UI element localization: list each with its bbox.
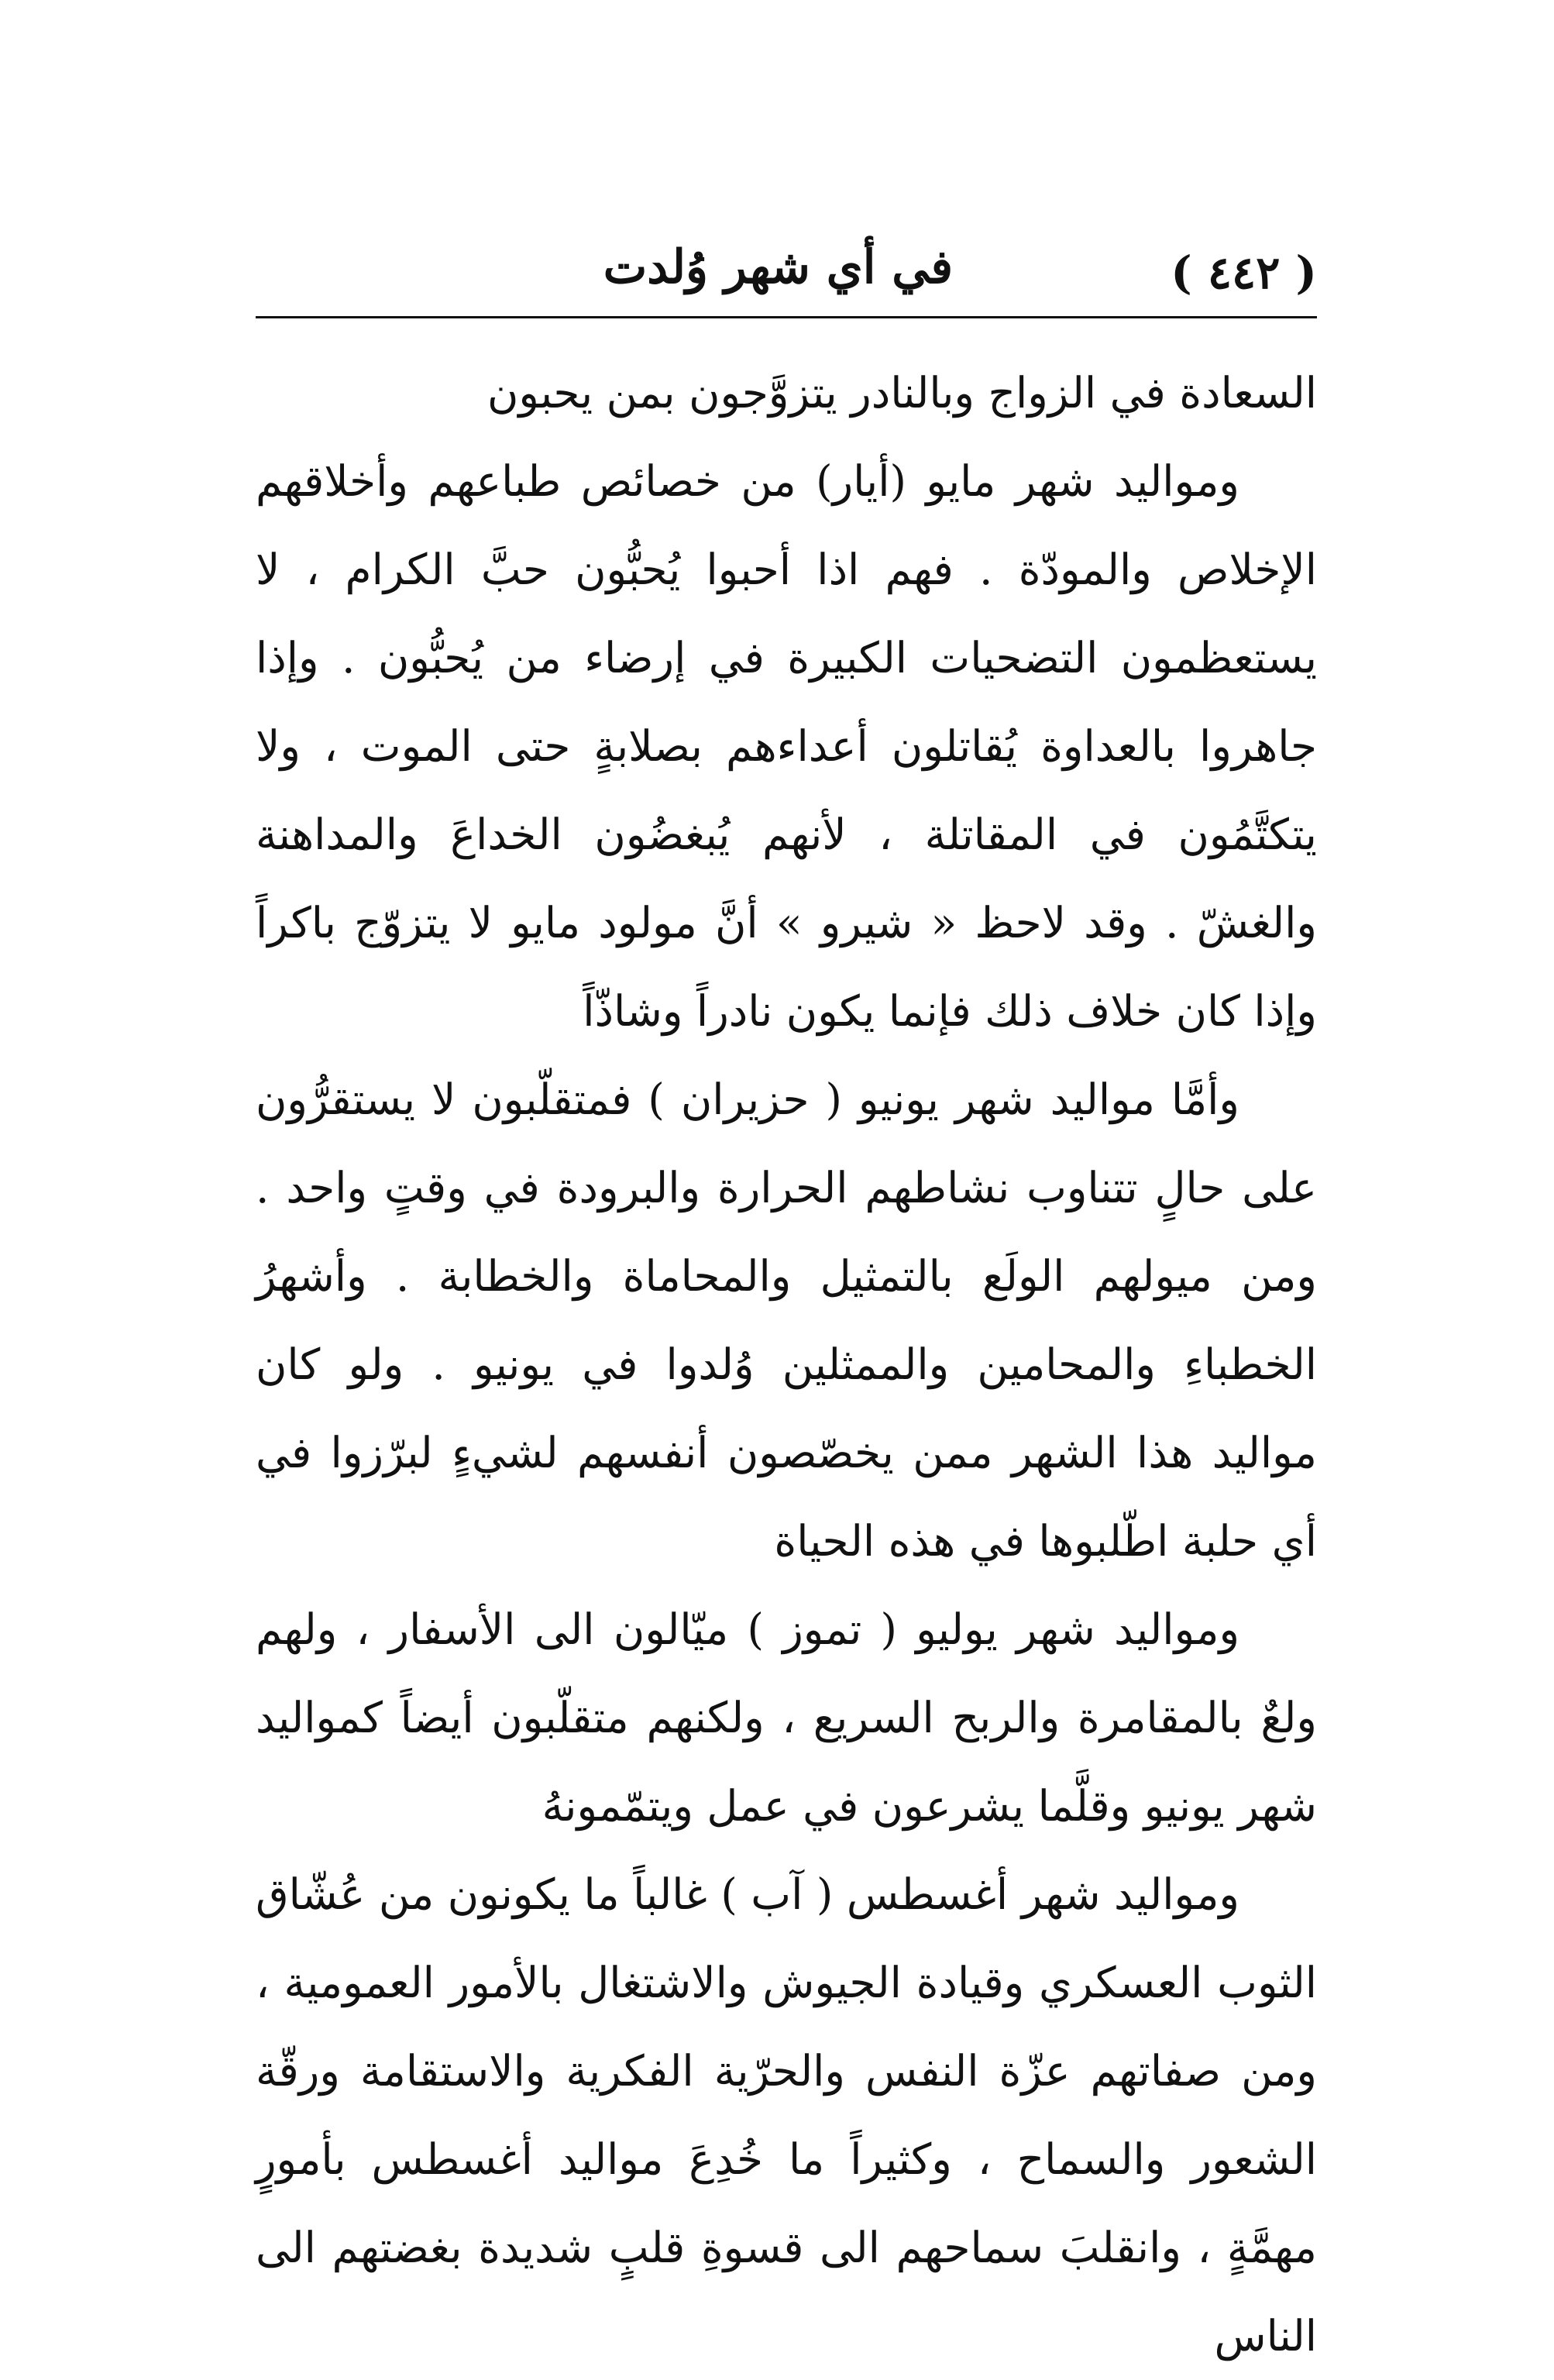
- page-body: [256, 349, 1317, 2380]
- page-number: ( ٤٤٢ ): [1171, 246, 1317, 299]
- book-page: [256, 232, 1317, 2380]
- paragraph-may: ومواليد شهر مايو (أيار) من خصائص طباعهم وأخلاقهم الإخلاص والمودّة . فهم اذا أحبوا يُحبُّون حبَّ الكرام ، لا يستعظمون التضحيات الكبيرة في إرضاء من يُحبُّون . وإذا جاهروا بالعداوة يُقاتلون أعداءهم بصلابةٍ حتى الموت ، ولا يتكتَّمُون في المقاتلة ، لأنهم يُبغضُون الخداعَ والمداهنة والغشّ . وقد لاحظ « شيرو » أنَّ مولود مايو لا يتزوّج باكراً وإذا كان خلاف ذلك فإنما يكون نادراً وشاذّاً: [256, 456, 1317, 1036]
- paragraph-august: ومواليد شهر أغسطس ( آب ) غالباً ما يكونون من عُشّاق الثوب العسكري وقيادة الجيوش والاشتغال بالأمور العمومية ، ومن صفاتهم عزّة النفس والحرّية الفكرية والاستقامة ورقّة الشعور والسماح ، وكثيراً ما خُدِعَ مواليد أغسطس بأمورٍ مهمَّةٍ ، وانقلبَ سماحهم الى قسوةِ قلبٍ شديدة بغضتهم الى الناس: [256, 1869, 1317, 2361]
- paragraph-june: وأمَّا مواليد شهر يونيو ( حزيران ) فمتقلّبون لا يستقرُّون على حالٍ تتناوب نشاطهم الحرارة والبرودة في وقتٍ واحد . ومن ميولهم الولَع بالتمثيل والمحاماة والخطابة . وأشهرُ الخطباءِ والمحامين والممثلين وُلدوا في يونيو . ولو كان مواليد هذا الشهر ممن يخصّصون أنفسهم لشيءٍ لبرّزوا في أي حلبة اطّلبوها في هذه الحياة: [256, 1075, 1317, 1566]
- paragraph-continuation: السعادة في الزواج وبالنادر يتزوَّجون بمن يحبون: [486, 368, 1317, 418]
- paragraph-july: ومواليد شهر يوليو ( تموز ) ميّالون الى الأسفار ، ولهم ولعٌ بالمقامرة والربح السريع ، ولكنهم متقلّبون أيضاً كمواليد شهر يونيو وقلَّما يشرعون في عمل ويتمّمونهُ: [256, 1604, 1317, 1831]
- running-head: [256, 232, 1317, 318]
- running-title: في أي شهر وُلدت: [603, 240, 953, 294]
- header-rule: [256, 316, 1317, 318]
